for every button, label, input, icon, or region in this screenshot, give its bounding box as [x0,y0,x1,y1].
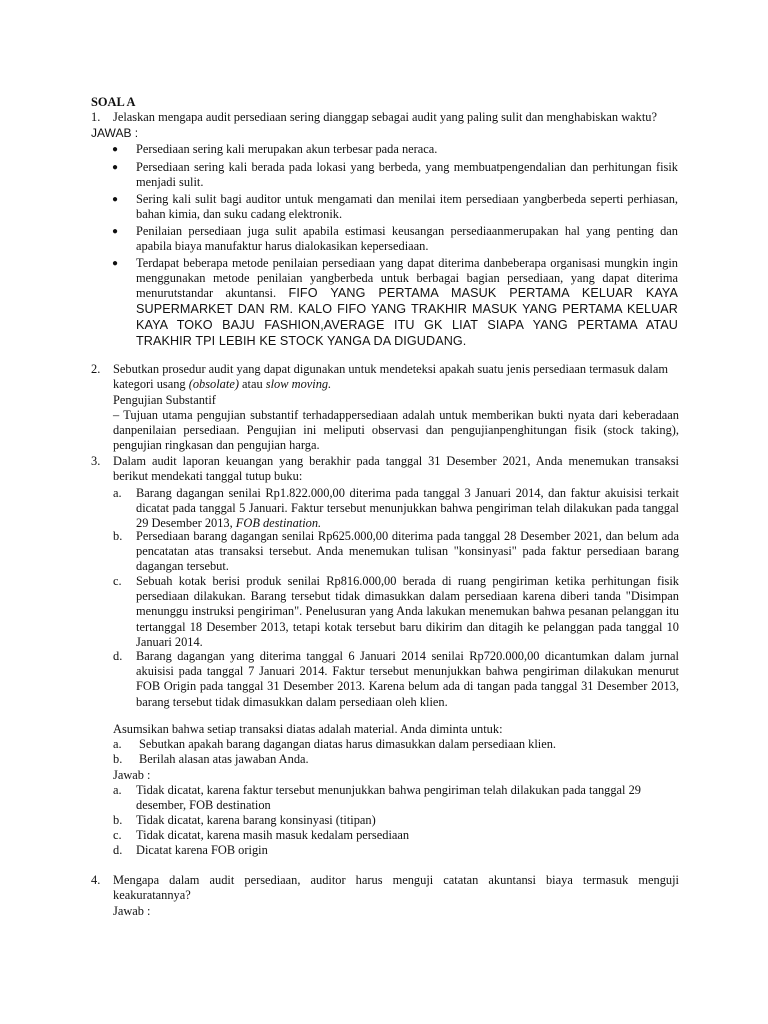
q1-bullet-1 [112,142,678,157]
q2-question-slow: slow moving. [265,377,332,392]
q1-bullet-4-text: Penilaian persediaan juga sulit apabila estimasi keusangan persediaanmerupakan hal yang penting dan apabila biaya manufaktur harus dialokasikan kepersediaan. [136,224,678,254]
q2-question-text-a: Sebutkan prosedur audit yang dapat digunakan untuk mendeteksi apakah suatu jenis persediaan termasuk dalam kategori usang [113,362,669,392]
q3-assume: Asumsikan bahwa setiap transaksi diatas adalah material. Anda diminta untuk: [113,722,503,736]
q1-bullet-5 [112,256,678,350]
q3-item-c-text: Sebuah kotak berisi produk senilai Rp816.000,00 berada di ruang pengiriman ketika perhitungan fisik persediaan dilakukan. Barang tersebut tidak dimasukkan dalam persediaan karena diberi tanda "Disimpan menunggu instruksi pengiriman". Penelusuran yang Anda lakukan menemukan bahwa pesanan pelanggan itu tertanggal 18 Desember 2013, tetapi kotak tersebut baru dikirim dan ditagih ke pelanggan pada tanggal 10 Januari 2014. [136,574,679,649]
q3-task-a-label: a. [113,737,122,751]
q1-bullet-2-text: Persediaan sering kali berada pada lokasi yang berbeda, yang membuatpengendalian dan perhitungan fisik menjadi sulit. [136,160,678,190]
q3-item-a-text: Barang dagangan senilai Rp1.822.000,00 diterima pada tanggal 3 Januari 2014, dan faktur akuisisi terkait dicatat pada tanggal 5 Januari. Faktur tersebut menunjukkan bahwa pengiriman telah dilakukan pada tanggal 29 Desember 2013, [136,486,679,531]
q1-bullet-5-note: FIFO YANG PERTAMA MASUK PERTAMA KELUAR KAYA SUPERMARKET DAN RM. KALO FIFO YANG TRAKHIR MASUK YANG PERTAMA KELUAR KAYA TOKO BAJU FASHION,AVERAGE ITU GK LIAT SIAPA YANG PERTAMA ATAU TRAKHIR TPI LEBIH KE STOCK YANGA DA DIGUDANG. [136,286,678,348]
bullet-icon: ● [112,144,119,155]
q3-task-a-text: Sebutkan apakah barang dagangan diatas harus dimasukkan dalam persediaan klien. [139,737,557,751]
q3-answer-a-label: a. [113,783,122,797]
q1-question: Jelaskan mengapa audit persediaan sering dianggap sebagai audit yang paling sulit dan menghabiskan waktu? [113,110,657,124]
q3-answer-c-text: Tidak dicatat, karena masih masuk kedalam persediaan [136,828,410,842]
q2-question-text-b: atau [238,377,266,392]
q3-task-b-label: b. [113,752,123,766]
q3-item-a-italic: FOB destination. [235,516,322,531]
q2-number: 2. [91,362,101,376]
q2-question-obsolete: (obsolate) [188,377,239,392]
q3-item-d-label: d. [113,649,123,663]
q3-answer-b-text: Tidak dicatat, karena barang konsinyasi (titipan) [136,813,376,827]
q2-answer: – Tujuan utama pengujian substantif terhadappersediaan adalah untuk memberikan bukti nyata dari keberadaan danpenilaian persediaan. Pengujian ini meliputi observasi dan pengujianpenghitungan fisik (stock taking), pengujian ringkasan dan pengujian harga. [113,408,679,453]
q3-answer-a-text: Tidak dicatat, karena faktur tersebut menunjukkan bahwa pengiriman telah dilakukan pada tanggal 29 desember, FOB destination [136,783,641,813]
q1-bullet-4 [112,224,678,254]
q2-heading: Pengujian Substantif [113,393,216,407]
q3-item-a [136,486,679,532]
q1-bullet-1-text: Persediaan sering kali merupakan akun terbesar pada neraca. [136,142,438,156]
bullet-icon: ● [112,194,119,205]
q3-question: Dalam audit laporan keuangan yang berakhir pada tanggal 31 Desember 2021, Anda menemukan transaksi berikut mendekati tanggal tutup buku: [113,454,679,484]
section-title: SOAL A [91,95,136,109]
bullet-icon: ● [112,226,119,237]
q4-jawab-label: Jawab : [113,904,151,918]
q3-answer-d-text: Dicatat karena FOB origin [136,843,268,857]
q3-jawab-label: Jawab : [113,768,151,782]
q1-jawab-label: JAWAB : [91,126,139,140]
bullet-icon: ● [112,258,119,269]
q3-task-b-text: Berilah alasan atas jawaban Anda. [139,752,309,766]
q1-bullet-2 [112,160,678,190]
q4-number: 4. [91,873,101,887]
q3-answer-c-label: c. [113,828,122,842]
bullet-icon: ● [112,162,119,173]
q3-answer-b-label: b. [113,813,123,827]
q3-item-d-text: Barang dagangan yang diterima tanggal 6 Januari 2014 senilai Rp720.000,00 dicantumkan dalam jurnal akuisisi pada tanggal 7 Januari 2014. Faktur tersebut menunjukkan bahwa pengiriman dilakukan menurut FOB Origin pada tanggal 31 Desember 2013. Karena belum ada di tangan pada tanggal 31 Desember 2013, barang tersebut tidak dimasukkan dalam persediaan oleh klien. [136,649,679,709]
q3-answer-d-label: d. [113,843,123,857]
q3-item-a-label: a. [113,486,122,500]
q3-item-b-text: Persediaan barang dagangan senilai Rp625.000,00 diterima pada tanggal 28 Desember 2021, dan belum ada pencatatan atas transaksi tersebut. Anda menemukan tulisan "konsinyasi" pada faktur persediaan barang dagangan tersebut. [136,529,679,574]
q1-bullet-3-text: Sering kali sulit bagi auditor untuk mengamati dan menilai item persediaan yangberbeda seperti perhiasan, bahan kimia, dan suku cadang elektronik. [136,192,678,222]
q1-bullet-5-main: Terdapat beberapa metode penilaian persediaan yang dapat diterima danbeberapa organisasi mungkin ingin menggunakan metode penilaian yangberbeda untuk berbagai bagian persediaan, yang dapat diterima menurutstandar akuntansi. [136,256,678,301]
q3-item-c-label: c. [113,574,122,588]
q3-item-b-label: b. [113,529,123,543]
q1-bullet-3 [112,192,678,222]
q1-number: 1. [91,110,101,124]
q1-bullet-5-text [136,256,678,350]
q3-number: 3. [91,454,101,468]
q2-question [113,362,679,392]
q4-question: Mengapa dalam audit persediaan, auditor harus menguji catatan akuntansi biaya termasuk menguji keakuratannya? [113,873,679,903]
